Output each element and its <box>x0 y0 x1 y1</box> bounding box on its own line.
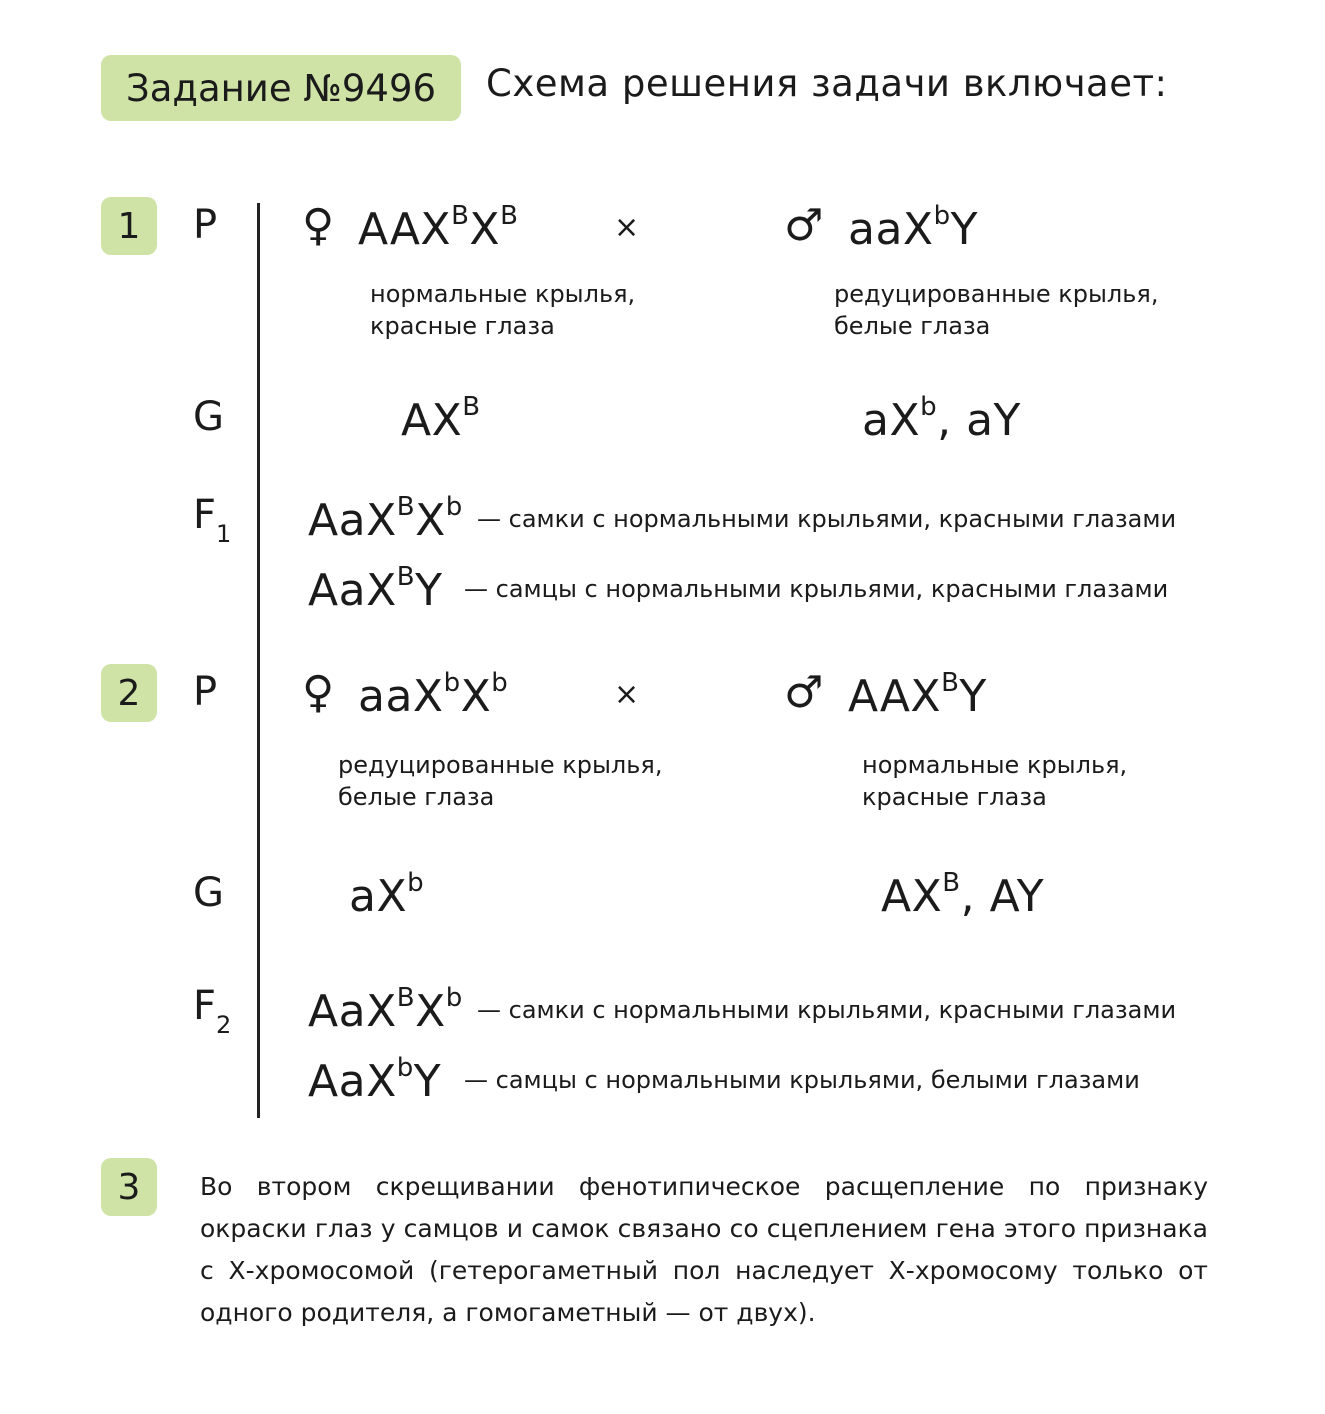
step-3-badge <box>101 1158 157 1216</box>
cross1-male-genotype: aaX$^b$Y <box>848 201 978 255</box>
scheme-divider <box>257 203 260 1118</box>
f2-male-genotype: AaX$^b$Y <box>308 1053 442 1107</box>
cross2-female-gametes: $aX^b$ <box>349 868 425 922</box>
step-3-number: 3 <box>117 1166 141 1208</box>
cross1-male-phenotype: редуцированные крылья, белые глаза <box>834 280 1159 340</box>
male-icon: ♂ <box>784 200 824 251</box>
cross1-female-gametes: $AX^B$ <box>401 392 481 446</box>
cross1-female-genotype: $AAX^BX^B$ <box>358 201 519 255</box>
female-icon: ♀ <box>302 200 335 251</box>
cross-icon: × <box>614 677 640 712</box>
cross1-male-gametes: $aX^b$, aY <box>862 392 1021 446</box>
gametes-label-1: G <box>193 394 224 440</box>
f2-label: $F_2$ <box>193 983 232 1039</box>
f1-male-description: — самцы с нормальными крыльями, красными глазами <box>464 575 1169 603</box>
task-number-badge <box>101 55 461 121</box>
male-icon: ♂ <box>784 667 824 718</box>
f1-female-description: — самки с нормальными крыльями, красными глазами <box>477 505 1177 533</box>
f2-female-genotype: $AaX^BX^b$ <box>308 983 463 1037</box>
cross2-male-phenotype: нормальные крылья, красные глаза <box>862 751 1128 811</box>
cross2-male-gametes: $AX^B$, AY <box>881 868 1045 922</box>
f1-female-genotype: $AaX^BX^b$ <box>308 492 463 546</box>
step-1-number: 1 <box>117 205 141 247</box>
page-title: Схема решения задачи включает: <box>486 62 1168 105</box>
cross1-female-phenotype: нормальные крылья, красные глаза <box>370 280 636 340</box>
f1-male-genotype: AaX$^B$Y <box>308 562 443 616</box>
step-1-badge <box>101 197 157 255</box>
step-2-number: 2 <box>117 672 141 714</box>
cross-icon: × <box>614 210 640 245</box>
gametes-label-2: G <box>193 870 224 916</box>
f2-female-description: — самки с нормальными крыльями, красными глазами <box>477 996 1177 1024</box>
f1-label: $F_1$ <box>193 492 232 548</box>
parents-label-1: P <box>193 202 218 248</box>
step-2-badge <box>101 664 157 722</box>
task-number: Задание №9496 <box>125 66 437 110</box>
conclusion-text: Во втором скрещивании фенотипическое расщепление по признаку окраски глаз у самцов и самок связано со сцеплением гена этого признака с Х-хромосомой (гетерогаметный пол наследует Х-хромосому только от одного родителя, а гомогаметный — от двух). <box>200 1172 1208 1327</box>
female-icon: ♀ <box>302 667 335 718</box>
cross2-male-genotype: $AAX^BY$ <box>848 668 987 722</box>
f2-male-description: — самцы с нормальными крыльями, белыми глазами <box>464 1066 1140 1094</box>
parents-label-2: P <box>193 669 218 715</box>
cross2-female-phenotype: редуцированные крылья, белые глаза <box>338 751 663 811</box>
cross2-female-genotype: $aaX^bX^b$ <box>358 668 509 722</box>
